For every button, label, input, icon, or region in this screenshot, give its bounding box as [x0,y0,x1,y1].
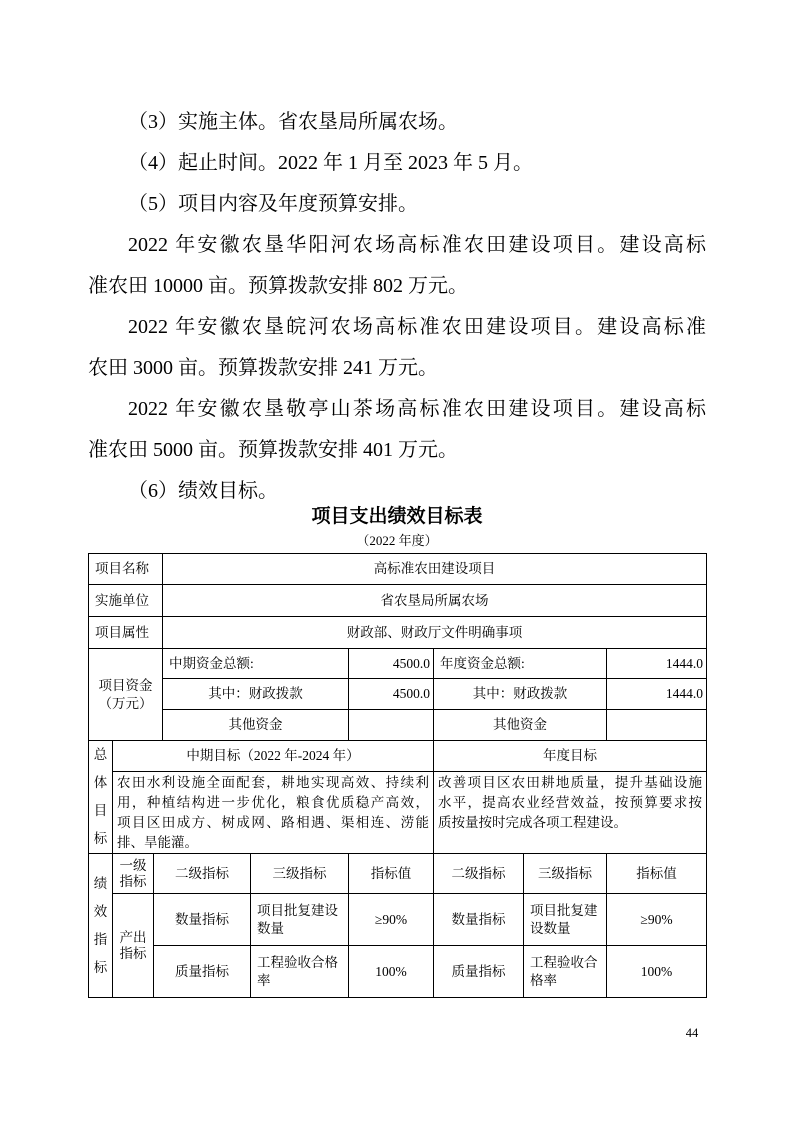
goal-text-line: 农田水利设施全面配套，耕地实现高效、持续利 [117,775,429,790]
body-paragraph-line: 准农田 5000 亩。预算拨款安排 401 万元。 [88,439,458,461]
cell-l3-header-mid: 三级指标 [250,853,349,894]
body-paragraph-line: 2022 年安徽农垦皖河农场高标准农田建设项目。建设高标准 [128,316,706,338]
cell-l1-header: 一级指标 [112,853,154,894]
cell-year-goal-text [433,771,707,854]
cell-value-header-year: 指标值 [606,853,707,894]
cell-unit-label: 实施单位 [88,584,163,617]
cell-quality-l2-mid: 质量指标 [153,945,251,998]
cell-unit-value: 省农垦局所属农场 [162,584,707,617]
cell-mid-fiscal-label: 其中：财政拨款 [162,678,349,710]
goal-text-line: 改善项目区农田耕地质量，提升基础设施 [438,775,702,790]
cell-quantity-l3-mid: 项目批复建设数量 [250,893,349,946]
body-paragraph-line: 2022 年安徽农垦华阳河农场高标准农田建设项目。建设高标 [128,234,706,256]
cell-quantity-l2-year: 数量指标 [433,893,524,946]
body-paragraph-line: （4）起止时间。2022 年 1 月至 2023 年 5 月。 [128,152,533,174]
cell-mid-other-label: 其他资金 [162,709,349,741]
cell-quality-l3-year: 工程验收合格率 [523,945,607,998]
goal-text-line: 排、旱能灌。 [117,835,198,850]
cell-l2-header-mid: 二级指标 [153,853,251,894]
cell-year-other-label: 其他资金 [433,709,607,741]
cell-quantity-l2-mid: 数量指标 [153,893,251,946]
cell-year-fiscal-label: 其中：财政拨款 [433,678,607,710]
cell-mid-other-value [348,709,434,741]
cell-mid-total-value: 4500.0 [348,648,434,679]
cell-mid-fiscal-value: 4500.0 [348,678,434,710]
cell-funds-label: 项目资金（万元） [88,648,163,741]
body-paragraph-line: （6）绩效目标。 [128,480,278,502]
body-paragraph-line: （5）项目内容及年度预算安排。 [128,193,418,215]
cell-quality-l3-mid: 工程验收合格率 [250,945,349,998]
cell-l3-header-year: 三级指标 [523,853,607,894]
cell-year-total-value: 1444.0 [606,648,707,679]
cell-project-name-value: 高标准农田建设项目 [162,553,707,585]
cell-quantity-value-year: ≥90% [606,893,707,946]
cell-year-fiscal-value: 1444.0 [606,678,707,710]
cell-quality-value-mid: 100% [348,945,434,998]
cell-attr-label: 项目属性 [88,616,163,649]
cell-overall-goal-label: 总体目标 [88,740,113,854]
goal-text-line: 用，种植结构进一步优化，粮食优质稳产高效， [117,795,429,810]
page-number: 44 [685,1026,699,1040]
cell-quality-l2-year: 质量指标 [433,945,524,998]
goal-text-line: 项目区田成方、树成网、路相遇、渠相连、涝能 [117,815,429,830]
cell-year-goal-header: 年度目标 [433,740,707,772]
cell-quantity-l3-year: 项目批复建设数量 [523,893,607,946]
cell-attr-value: 财政部、财政厅文件明确事项 [162,616,707,649]
cell-quality-value-year: 100% [606,945,707,998]
performance-target-table [88,553,708,999]
cell-year-other-value [606,709,707,741]
table-title: 项目支出绩效目标表 [311,506,483,527]
cell-year-total-label: 年度资金总额: [433,648,607,679]
cell-l2-header-year: 二级指标 [433,853,524,894]
cell-project-name-label: 项目名称 [88,553,163,585]
cell-l1-output: 产出指标 [112,893,154,998]
cell-mid-goal-text [112,771,434,854]
table-subtitle: （2022 年度） [356,533,438,548]
body-text-block [88,102,706,512]
goal-text-line: 质按量按时完成各项工程建设。 [438,815,627,830]
cell-quantity-value-mid: ≥90% [348,893,434,946]
cell-value-header-mid: 指标值 [348,853,434,894]
body-paragraph-line: 农田 3000 亩。预算拨款安排 241 万元。 [88,357,438,379]
body-paragraph-line: 准农田 10000 亩。预算拨款安排 802 万元。 [88,275,468,297]
body-paragraph-line: （3）实施主体。省农垦局所属农场。 [128,111,458,133]
cell-perf-label: 绩效指标 [88,853,113,998]
cell-mid-goal-header: 中期目标（2022 年-2024 年） [112,740,434,772]
body-paragraph-line: 2022 年安徽农垦敬亭山茶场高标准农田建设项目。建设高标 [128,398,706,420]
cell-mid-total-label: 中期资金总额: [162,648,349,679]
goal-text-line: 水平，提高农业经营效益，按预算要求按 [438,795,702,810]
